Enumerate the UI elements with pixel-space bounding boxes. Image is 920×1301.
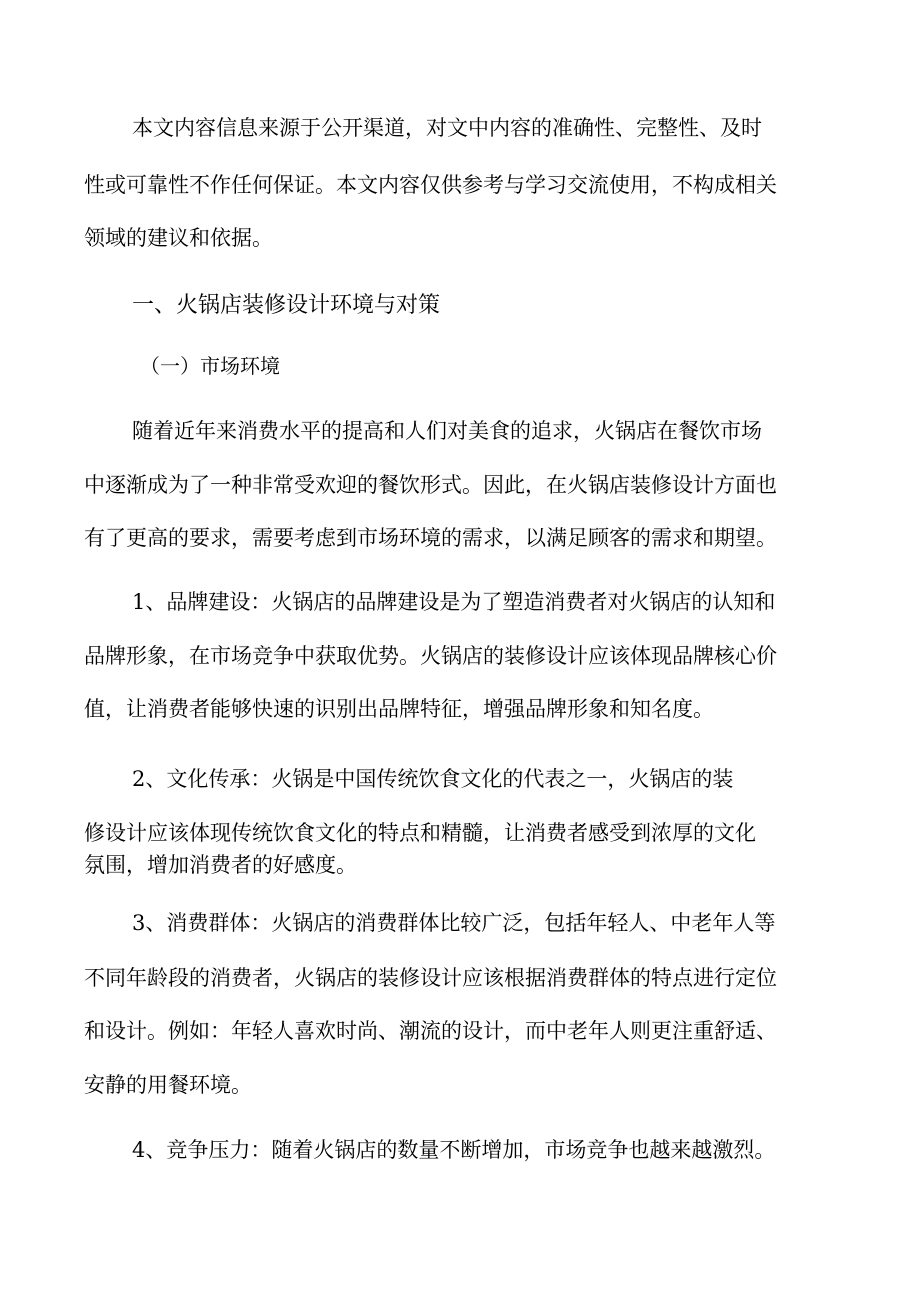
item2-line-1: 2、文化传承：火锅是中国传统饮食文化的代表之一，火锅店的装 (132, 767, 734, 791)
item3-line-4: 安静的用餐环境。 (84, 1073, 252, 1097)
item3-line-2: 不同年龄段的消费者，火锅店的装修设计应该根据消费群体的特点进行定位 (84, 966, 777, 990)
item3-line-3: 和设计。例如：年轻人喜欢时尚、潮流的设计，而中老年人则更注重舒适、 (84, 1019, 777, 1043)
disclaimer-line-1: 本文内容信息来源于公开渠道，对文中内容的准确性、完整性、及时 (132, 116, 762, 140)
item1-line-3: 值，让消费者能够快速的识别出品牌特征，增强品牌形象和知名度。 (84, 697, 714, 721)
item3-line-1: 3、消费群体：火锅店的消费群体比较广泛，包括年轻人、中老年人等 (132, 911, 776, 935)
item2-line-2: 修设计应该体现传统饮食文化的特点和精髓，让消费者感受到浓厚的文化 (84, 821, 756, 845)
intro-line-1: 随着近年来消费水平的提高和人们对美食的追求，火锅店在餐饮市场 (132, 419, 762, 443)
item4-line-1: 4、竞争压力：随着火锅店的数量不断增加，市场竞争也越来越激烈。 (132, 1138, 776, 1162)
item2-line-3: 氛围，增加消费者的好感度。 (84, 853, 357, 877)
item1-line-1: 1、品牌建设：火锅店的品牌建设是为了塑造消费者对火锅店的认知和 (132, 590, 776, 614)
intro-line-3: 有了更高的要求，需要考虑到市场环境的需求，以满足顾客的需求和期望。 (84, 526, 777, 550)
disclaimer-line-3: 领域的建议和依据。 (84, 226, 273, 250)
section-heading: 一、火锅店装修设计环境与对策 (132, 293, 441, 318)
item1-line-2: 品牌形象，在市场竞争中获取优势。火锅店的装修设计应该体现品牌核心价 (84, 644, 777, 668)
intro-line-2: 中逐渐成为了一种非常受欢迎的餐饮形式。因此，在火锅店装修设计方面也 (84, 473, 777, 497)
subsection-heading: （一）市场环境 (140, 354, 280, 378)
disclaimer-line-2: 性或可靠性不作任何保证。本文内容仅供参考与学习交流使用，不构成相关 (84, 173, 777, 197)
